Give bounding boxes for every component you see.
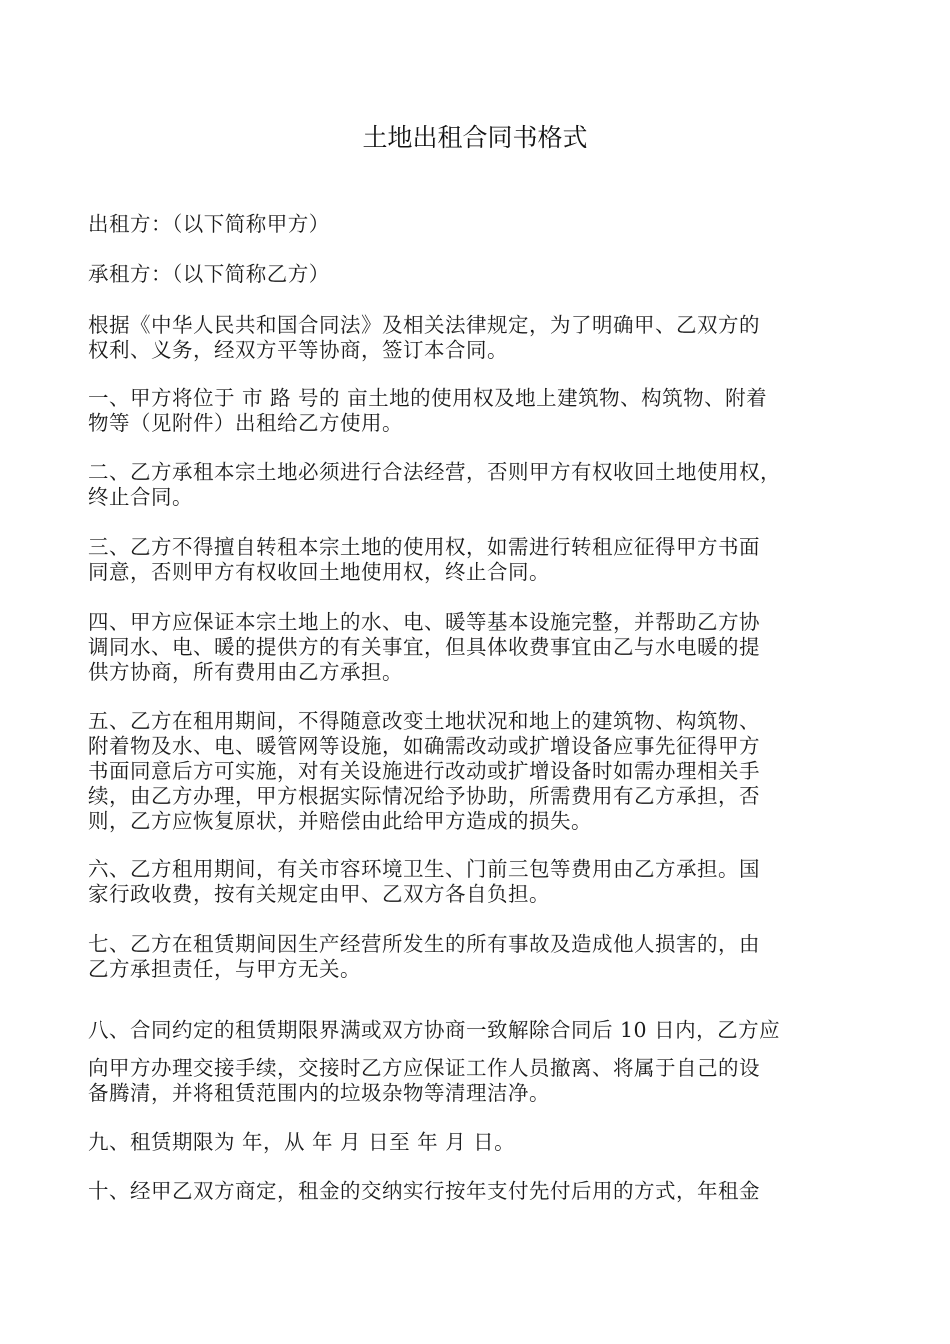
text-line: 则，乙方应恢复原状，并赔偿由此给甲方造成的损失。	[88, 809, 592, 833]
text-line: 出租方：（以下简称甲方）	[88, 212, 330, 236]
clause-8	[88, 1018, 878, 1043]
text-line: 承租方：（以下简称乙方）	[88, 262, 330, 286]
text-line: 四、甲方应保证本宗土地上的水、电、暖等基本设施完整，并帮助乙方协	[88, 610, 760, 634]
lessor-line	[88, 212, 878, 237]
clause-8-continued	[88, 1056, 878, 1106]
clause-6	[88, 857, 878, 907]
clause-10	[88, 1179, 878, 1204]
clause-3	[88, 535, 878, 585]
text-line: 九、租赁期限为 年，从 年 月 日至 年 月 日。	[88, 1130, 516, 1154]
text-line: 乙方承担责任，与甲方无关。	[88, 957, 361, 981]
text-line: 七、乙方在租赁期间因生产经营所发生的所有事故及造成他人损害的，由	[88, 932, 760, 956]
text-line: 备腾清，并将租赁范围内的垃圾杂物等清理洁净。	[88, 1081, 550, 1105]
text-line: 供方协商，所有费用由乙方承担。	[88, 660, 403, 684]
document-title: 土地出租合同书格式	[362, 123, 588, 152]
lessee-line	[88, 262, 878, 287]
text-line: 书面同意后方可实施，对有关设施进行改动或扩增设备时如需办理相关手	[88, 759, 760, 783]
text-line: 根据《中华人民共和国合同法》及相关法律规定，为了明确甲、乙双方的	[88, 313, 760, 337]
text-line: 续，由乙方办理，甲方根据实际情况给予协助，所需费用有乙方承担，否	[88, 784, 760, 808]
text-line: 六、乙方租用期间，有关市容环境卫生、门前三包等费用由乙方承担。国	[88, 857, 760, 881]
text-line: 三、乙方不得擅自转租本宗土地的使用权，如需进行转租应征得甲方书面	[88, 535, 760, 559]
text-line: 家行政收费，按有关规定由甲、乙双方各自负担。	[88, 882, 550, 906]
clause-9	[88, 1130, 878, 1155]
text-line: 同意，否则甲方有权收回土地使用权，终止合同。	[88, 560, 550, 584]
clause-7	[88, 932, 878, 982]
text-line: 二、乙方承租本宗土地必须进行合法经营，否则甲方有权收回土地使用权，	[88, 460, 781, 484]
clause-2	[88, 460, 878, 510]
text-line: 附着物及水、电、暖管网等设施，如确需改动或扩增设备应事先征得甲方	[88, 734, 760, 758]
text-line: 权利、义务，经双方平等协商，签订本合同。	[88, 338, 508, 362]
clause-4	[88, 610, 878, 685]
text-line: 十、经甲乙双方商定，租金的交纳实行按年支付先付后用的方式，年租金	[88, 1179, 760, 1203]
clause-5	[88, 709, 878, 834]
text-line: 物等（见附件）出租给乙方使用。	[88, 411, 403, 435]
text-line: 一、甲方将位于 市 路 号的 亩土地的使用权及地上建筑物、构筑物、附着	[88, 386, 768, 410]
text-line: 终止合同。	[88, 485, 193, 509]
text-line: 向甲方办理交接手续，交接时乙方应保证工作人员撤离、将属于自己的设	[88, 1056, 760, 1080]
text-line: 八、合同约定的租赁期限界满或双方协商一致解除合同后 10 日内，乙方应	[88, 1018, 781, 1042]
preamble-paragraph	[88, 313, 878, 363]
text-line: 五、乙方在租用期间，不得随意改变土地状况和地上的建筑物、构筑物、	[88, 709, 760, 733]
text-line: 调同水、电、暖的提供方的有关事宜，但具体收费事宜由乙与水电暖的提	[88, 635, 760, 659]
clause-1	[88, 386, 878, 436]
